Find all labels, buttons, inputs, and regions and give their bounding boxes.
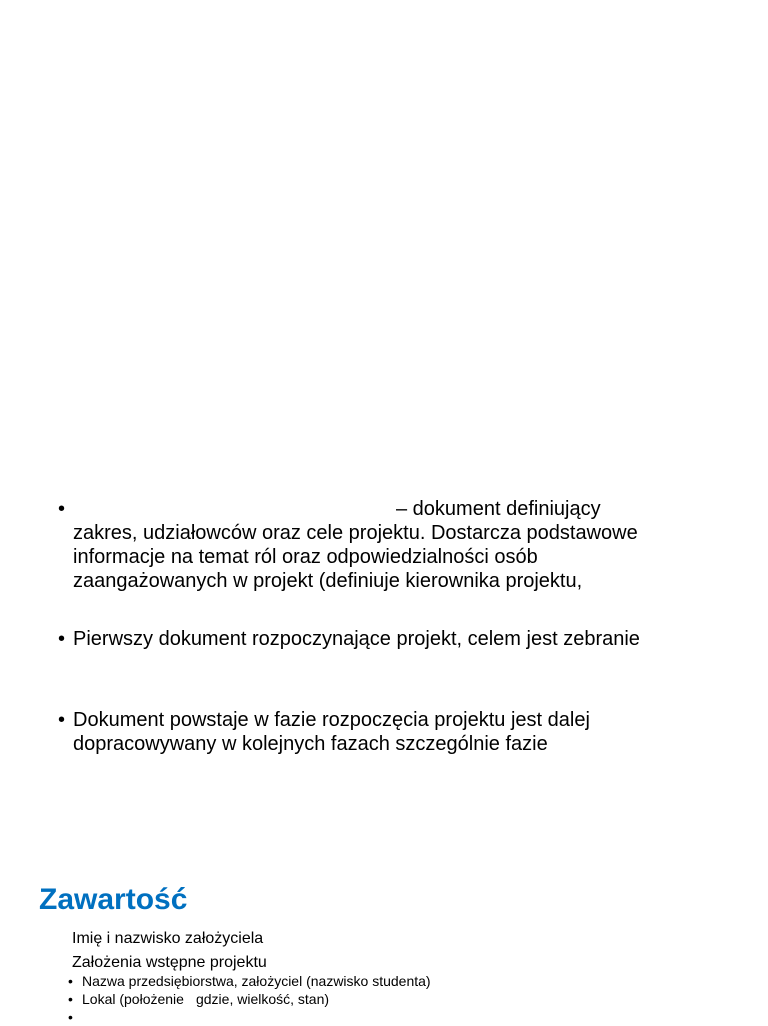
bullet-item-document-phase [58,708,748,756]
list-item-text: gdzie, wielkość, stan) [195,991,330,1007]
bullet-text-line: zaangażowanych w projekt (definiuje kierownika projektu, [73,570,583,592]
content-sublist [68,972,431,1026]
bullet-item-charter [58,497,748,593]
bullet-icon: • [58,498,66,520]
list-item [68,1008,431,1026]
bullet-item-first-document [58,627,748,651]
list-item-text: Lokal (położenie [82,991,184,1007]
list-item [68,972,431,990]
bullet-text-line: – dokument definiujący [396,498,601,520]
content-line-assumptions: Założenia wstępne projektu [72,954,267,971]
bullet-text-line: zakres, udziałowców oraz cele projektu. Dostarcza podstawowe [73,522,638,544]
bullet-icon: • [68,1009,73,1025]
bullet-text-line: informacje na temat ról oraz odpowiedzialności osób [73,546,538,568]
bullet-text-line: Dokument powstaje w fazie rozpoczęcia projektu jest dalej [73,709,590,731]
section-heading: Zawartość [39,883,188,916]
bullet-icon: • [68,991,73,1007]
bullet-icon: • [68,973,73,989]
bullet-text-line: dopracowywany w kolejnych fazach szczególnie fazie [73,733,548,755]
list-item [68,990,431,1008]
bullet-text-line: Pierwszy dokument rozpoczynające projekt, celem jest zebranie [73,628,640,650]
content-line-founder: Imię i nazwisko założyciela [72,930,264,947]
bullet-icon: • [58,628,66,650]
bullet-icon: • [58,709,66,731]
list-item-text: Nazwa przedsiębiorstwa, założyciel (nazwisko studenta) [82,973,431,989]
